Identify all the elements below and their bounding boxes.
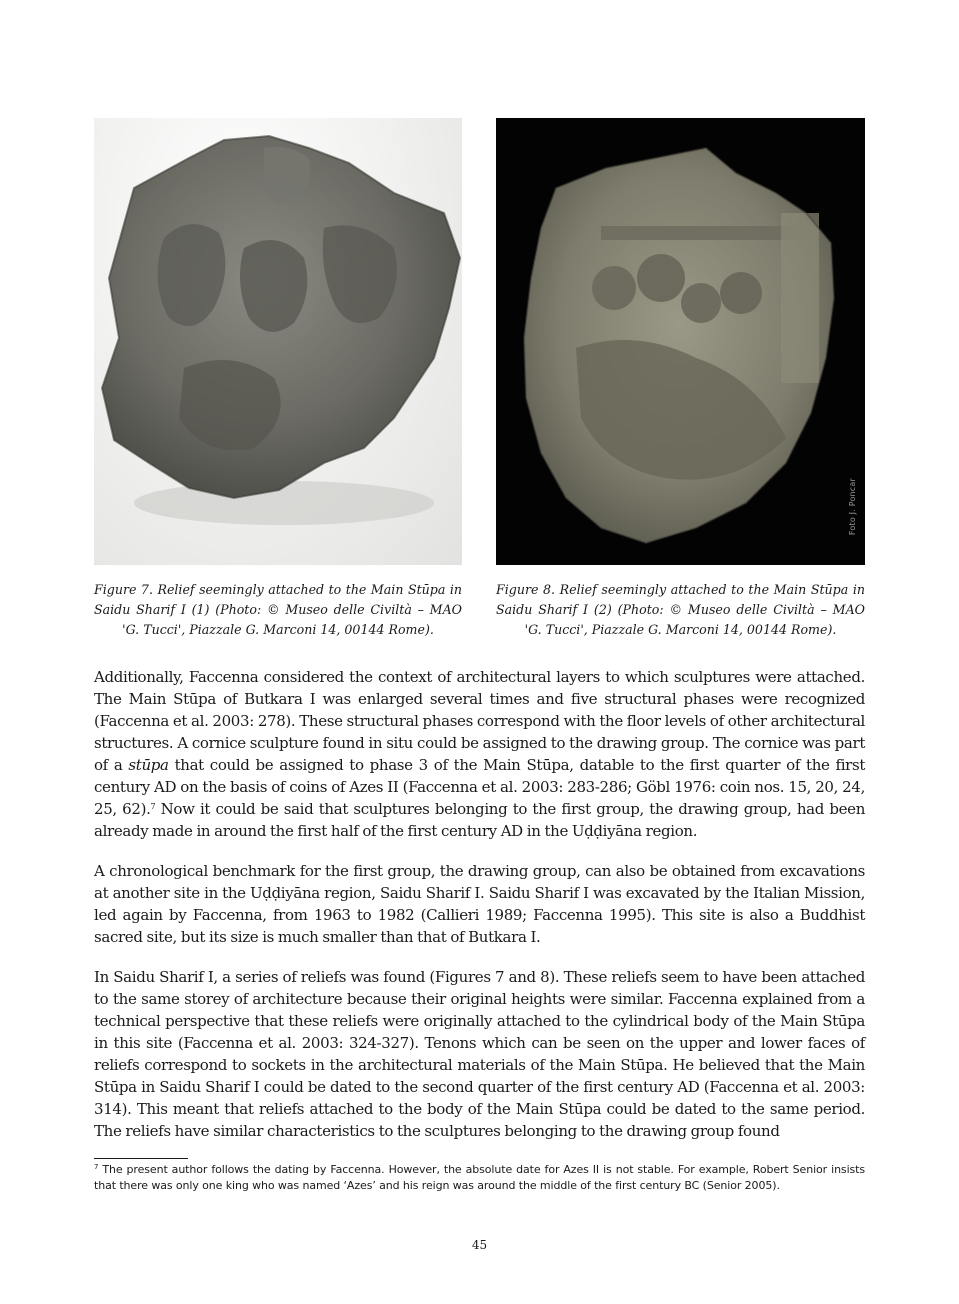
paragraph-1-part-a: Additionally, Faccenna considered the context of architectural layers to which sculptures were attached. The Main Stūpa of Butkara I was enlarged several times and five structural phases were recognized (Faccenna et al. 2003: 278). These structural phases correspond with the floor levels of other architectural structures. A cornice sculpture found in situ could be assigned to the drawing group. The cornice was part of a xyxy=(94,668,865,774)
footnote-divider xyxy=(94,1158,188,1159)
photo-credit: Foto J. Poncar xyxy=(848,477,857,535)
paragraph-1-italic-term: stūpa xyxy=(128,756,169,774)
paragraph-3: In Saidu Sharif I, a series of reliefs was found (Figures 7 and 8). These reliefs seem to have been attached to the same storey of architecture because their original heights were similar. Faccenna explained from a technical perspective that these reliefs were originally attached to the cylindrical body of the Main Stūpa in this site (Faccenna et al. 2003: 324-327). Tenons which can be seen on the upper and lower faces of reliefs correspond to sockets in the architectural materials of the Main Stūpa. He believed that the Main Stūpa in Saidu Sharif I could be dated to the second quarter of the first century AD (Faccenna et al. 2003: 314). This meant that reliefs attached to the body of the Main Stūpa could be dated to the same period. The reliefs have similar characteristics to the sculptures belonging to the drawing group found xyxy=(94,968,865,1140)
footnote-text: The present author follows the dating by Faccenna. However, the absolute date for Azes II is not stable. For example, Robert Senior insists that there was only one king who was named ‘Azes’ and his reign was around the middle of the first century BC (Senior 2005). xyxy=(94,1163,865,1192)
figure-7-caption: Figure 7. Relief seemingly attached to the Main Stūpa in Saidu Sharif I (1) (Photo: © Museo delle Civiltà – MAO 'G. Tucci', Piazzale G. Marconi 14, 00144 Rome). xyxy=(94,582,462,637)
footnote xyxy=(94,1162,865,1194)
paragraph-2: A chronological benchmark for the first group, the drawing group, can also be obtained from excavations at another site in the Uḍḍiyāna region, Saidu Sharif I. Saidu Sharif I was excavated by the Italian Mission, led again by Faccenna, from 1963 to 1982 (Callieri 1989; Faccenna 1995). This site is also a Buddhist sacred site, but its size is much smaller than that of Butkara I. xyxy=(94,862,865,946)
relief-photo-1 xyxy=(94,118,462,565)
paragraph-1-part-b: that could be assigned to phase 3 of the Main Stūpa, datable to the first quarter of the first century AD on the basis of coins of Azes II (Faccenna et al. 2003: 283-286; Göbl 1976: coin nos. 15, 20, 24, 25, 62). xyxy=(94,756,865,818)
page-number: 45 xyxy=(471,1238,488,1252)
footnote-number: 7 xyxy=(94,1163,99,1171)
paragraph-1 xyxy=(94,666,865,842)
figure-8-caption: Figure 8. Relief seemingly attached to the Main Stūpa in Saidu Sharif I (2) (Photo: © Museo delle Civiltà – MAO 'G. Tucci', Piazzale G. Marconi 14, 00144 Rome). xyxy=(496,582,865,637)
figure-8-image xyxy=(496,118,865,565)
footnote-reference: 7 xyxy=(150,802,156,811)
relief-photo-2 xyxy=(496,118,865,565)
paragraph-1-part-c: Now it could be said that sculptures belonging to the first group, the drawing group, had been already made in around the first half of the first century AD in the Uḍḍiyāna region. xyxy=(94,800,866,840)
figure-7-image xyxy=(94,118,462,565)
